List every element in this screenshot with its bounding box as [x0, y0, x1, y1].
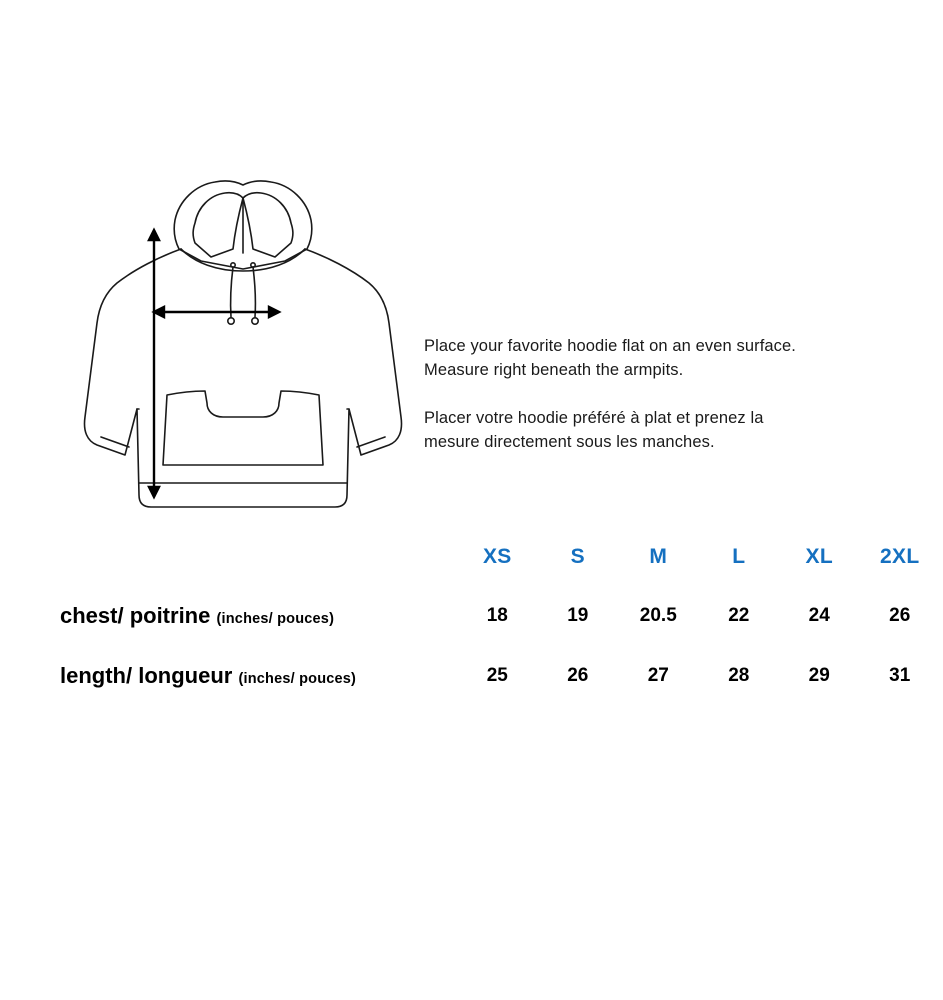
chest-value-s: 19 — [567, 605, 589, 626]
instruction-fr-line2: mesure directement sous les manches. — [424, 433, 715, 451]
row-label-length — [60, 646, 457, 706]
size-header-s: S — [570, 545, 585, 568]
table-row-length — [60, 646, 940, 706]
length-value-s: 26 — [567, 665, 589, 686]
length-value-l: 28 — [728, 665, 750, 686]
size-chart-table — [60, 528, 940, 706]
length-value-xl: 29 — [808, 665, 830, 686]
instruction-spacer — [424, 382, 894, 406]
length-measure-arrow — [149, 230, 159, 497]
chest-value-xs: 18 — [486, 605, 508, 626]
chest-value-xl: 24 — [808, 605, 830, 626]
size-header-2xl: 2XL — [880, 545, 920, 568]
size-header-m: M — [649, 545, 668, 568]
size-header-l: L — [732, 545, 746, 568]
size-header-row — [60, 528, 940, 586]
size-header-blank — [60, 528, 457, 586]
row-unit-length: (inches/ pouces) — [238, 671, 357, 687]
length-value-xs: 25 — [486, 665, 508, 686]
row-label-chest — [60, 586, 457, 646]
row-unit-chest: (inches/ pouces) — [216, 611, 335, 627]
row-label-chest-text: chest/ poitrine — [60, 603, 211, 628]
instruction-fr-line1: Placer votre hoodie préféré à plat et prenez la — [424, 409, 764, 427]
measurement-instructions — [424, 334, 894, 454]
hoodie-diagram — [55, 165, 405, 535]
chest-value-l: 22 — [728, 605, 750, 626]
length-value-2xl: 31 — [889, 665, 911, 686]
instruction-en-line2: Measure right beneath the armpits. — [424, 361, 684, 379]
length-value-m: 27 — [647, 665, 669, 686]
row-label-length-text: length/ longueur — [60, 663, 233, 688]
hoodie-line-drawing — [55, 165, 405, 535]
table-row-chest — [60, 586, 940, 646]
size-header-xs: XS — [482, 545, 512, 568]
size-header-xl: XL — [805, 545, 833, 568]
chest-value-m: 20.5 — [639, 605, 677, 626]
chest-value-2xl: 26 — [889, 605, 911, 626]
chest-measure-arrow — [154, 307, 279, 317]
instruction-en-line1: Place your favorite hoodie flat on an even surface. — [424, 337, 796, 355]
size-chart — [60, 528, 940, 706]
